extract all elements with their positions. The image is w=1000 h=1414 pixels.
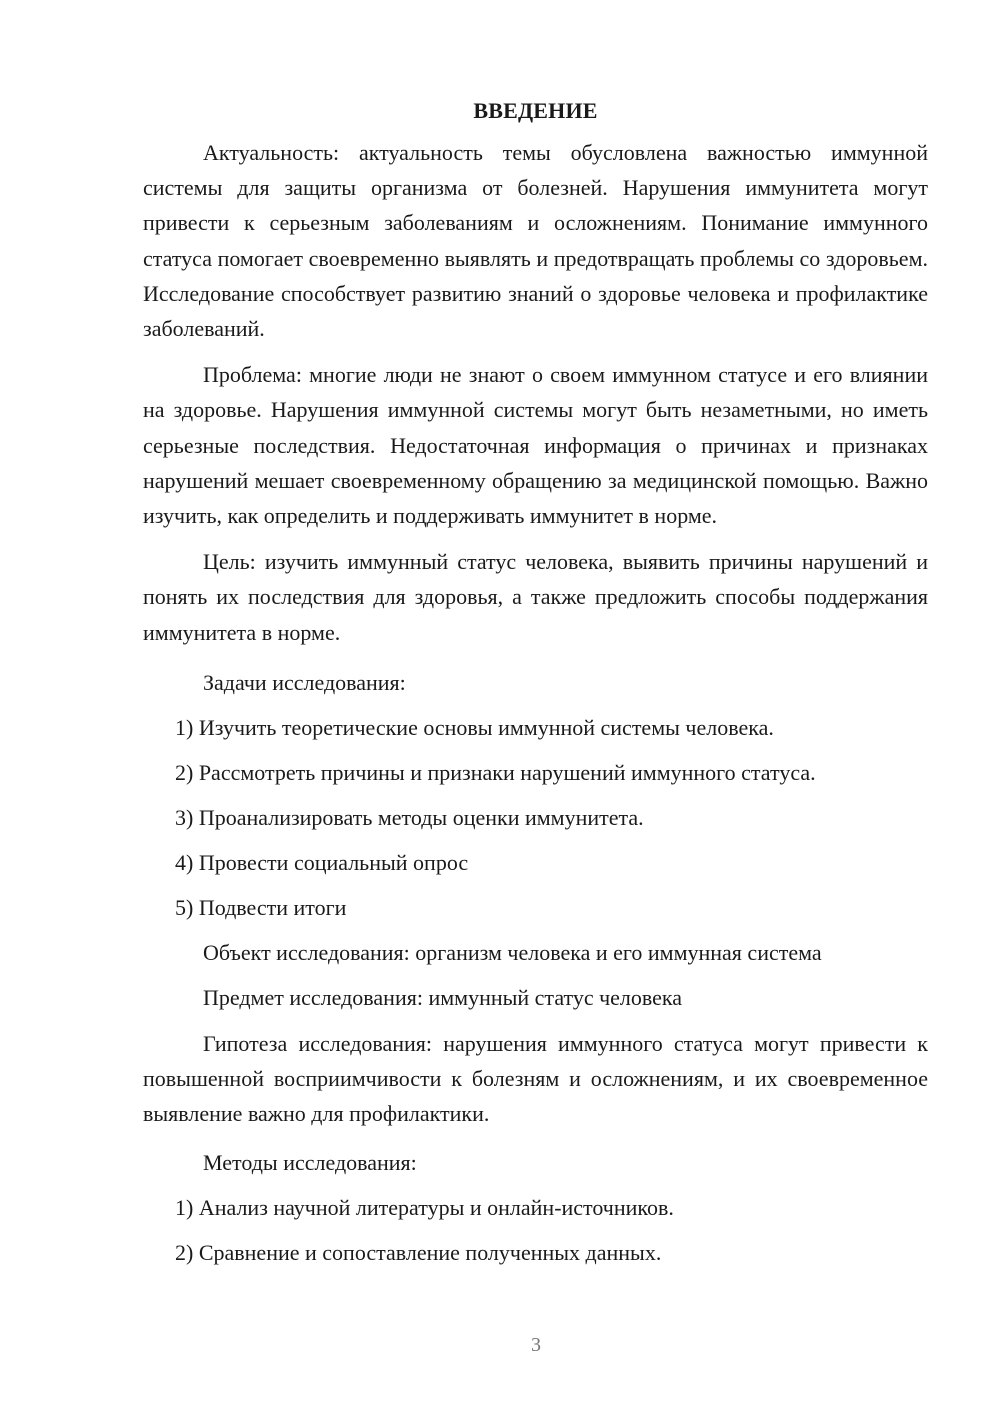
page-number: 3 <box>531 1334 541 1356</box>
page-title: ВВЕДЕНИЕ <box>473 98 598 123</box>
task-item-5: 5) Подвести итоги <box>175 894 347 920</box>
task-item-2: 2) Рассмотреть причины и признаки нарушений иммунного статуса. <box>175 759 816 785</box>
document-page <box>143 96 928 1268</box>
hypothesis-paragraph: Гипотеза исследования: нарушения иммунного статуса могут привести к повышенной восприимчивости к болезням и осложнениям, и их своевременное выявление важно для профилактики. <box>143 1030 928 1127</box>
method-item-2: 2) Сравнение и сопоставление полученных данных. <box>175 1240 662 1266</box>
subject-line: Предмет исследования: иммунный статус человека <box>203 984 683 1010</box>
goal-paragraph: Цель: изучить иммунный статус человека, выявить причины нарушений и понять их последствия для здоровья, а также предложить способы поддержания иммунитета в норме. <box>143 549 928 645</box>
method-item-1: 1) Анализ научной литературы и онлайн-источников. <box>175 1195 674 1221</box>
relevance-paragraph: Актуальность: актуальность темы обусловлена важностью иммунной системы для защиты организма от болезней. Нарушения иммунитета могут привести к серьезным заболеваниям и осложнениям. Понимание иммунного статуса помогает своевременно выявлять и предотвращать проблемы со здоровьем. Исследование способствует развитию знаний о здоровье человека и профилактике заболеваний. <box>143 140 928 342</box>
task-item-4: 4) Провести социальный опрос <box>175 849 469 875</box>
task-item-1: 1) Изучить теоретические основы иммунной системы человека. <box>175 714 774 740</box>
problem-paragraph: Проблема: многие люди не знают о своем иммунном статусе и его влиянии на здоровье. Нарушения иммунной системы могут быть незаметными, но иметь серьезные последствия. Недостаточная информация о причинах и признаках нарушений мешает своевременному обращению за медицинской помощью. Важно изучить, как определить и поддерживать иммунитет в норме. <box>143 362 928 529</box>
methods-heading: Методы исследования: <box>203 1150 417 1176</box>
object-line: Объект исследования: организм человека и его иммунная система <box>203 939 822 965</box>
tasks-heading: Задачи исследования: <box>203 669 406 695</box>
task-item-3: 3) Проанализировать методы оценки иммунитета. <box>175 804 644 830</box>
